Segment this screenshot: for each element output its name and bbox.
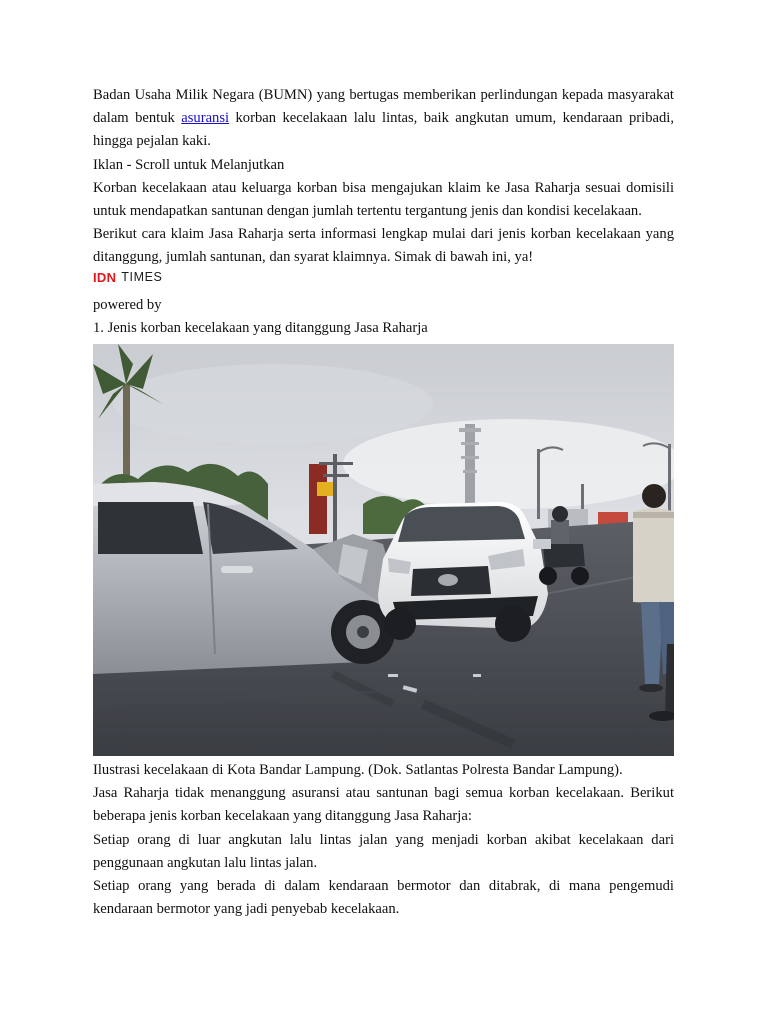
paragraph-coverage-item-2: Setiap orang yang berada di dalam kendaraan bermotor dan ditabrak, di mana pengemudi kendaraan bermotor yang jadi penyebab kecelakaan. bbox=[93, 878, 674, 918]
paragraph-intro bbox=[93, 84, 674, 154]
paragraph-coverage-item-1: Setiap orang di luar angkutan lalu lintas jalan yang menjadi korban akibat kecelakaan dari penggunaan angkutan lalu lintas jalan. bbox=[93, 831, 674, 871]
paragraph-intro-text-start: Badan Usaha Milik Negara (BUMN) yang bertugas memberikan perlindungan kepada masyarakat dalam bentuk bbox=[93, 87, 674, 127]
section-heading: 1. Jenis korban kecelakaan yang ditanggung Jasa Raharja bbox=[93, 319, 428, 336]
article-body bbox=[93, 84, 674, 921]
paragraph-intro-text-end: korban kecelakaan lalu lintas, baik angkutan umum, kendaraan pribadi, hingga pejalan kaki. bbox=[93, 110, 674, 150]
idn-times-logo[interactable] bbox=[93, 266, 674, 290]
photo-caption: Ilustrasi kecelakaan di Kota Bandar Lampung. (Dok. Satlantas Polresta Bandar Lampung). bbox=[93, 762, 623, 779]
accident-photo-illustration bbox=[93, 344, 674, 756]
idn-times-logo-times: TIMES bbox=[121, 270, 163, 285]
accident-photo bbox=[93, 344, 674, 756]
powered-by-label: powered by bbox=[93, 296, 162, 313]
idn-times-logo-idn: IDN bbox=[93, 270, 117, 286]
ad-notice: Iklan - Scroll untuk Melanjutkan bbox=[93, 156, 285, 173]
asuransi-link[interactable]: asuransi bbox=[181, 110, 230, 127]
paragraph-coverage-intro: Jasa Raharja tidak menanggung asuransi atau santunan bagi semua korban kecelakaan. Berikut beberapa jenis korban kecelakaan yang ditanggung Jasa Raharja: bbox=[93, 785, 674, 825]
paragraph-claim-eligibility: Korban kecelakaan atau keluarga korban bisa mengajukan klaim ke Jasa Raharja sesuai domisili untuk mendapatkan santunan dengan jumlah tertentu tergantung jenis dan kondisi kecelakaan. bbox=[93, 179, 674, 220]
paragraph-claim-overview: Berikut cara klaim Jasa Raharja serta informasi lengkap mulai dari jenis korban kecelakaan yang ditanggung, jumlah santunan, dan syarat klaimnya. Simak di bawah ini, ya! bbox=[93, 226, 674, 266]
